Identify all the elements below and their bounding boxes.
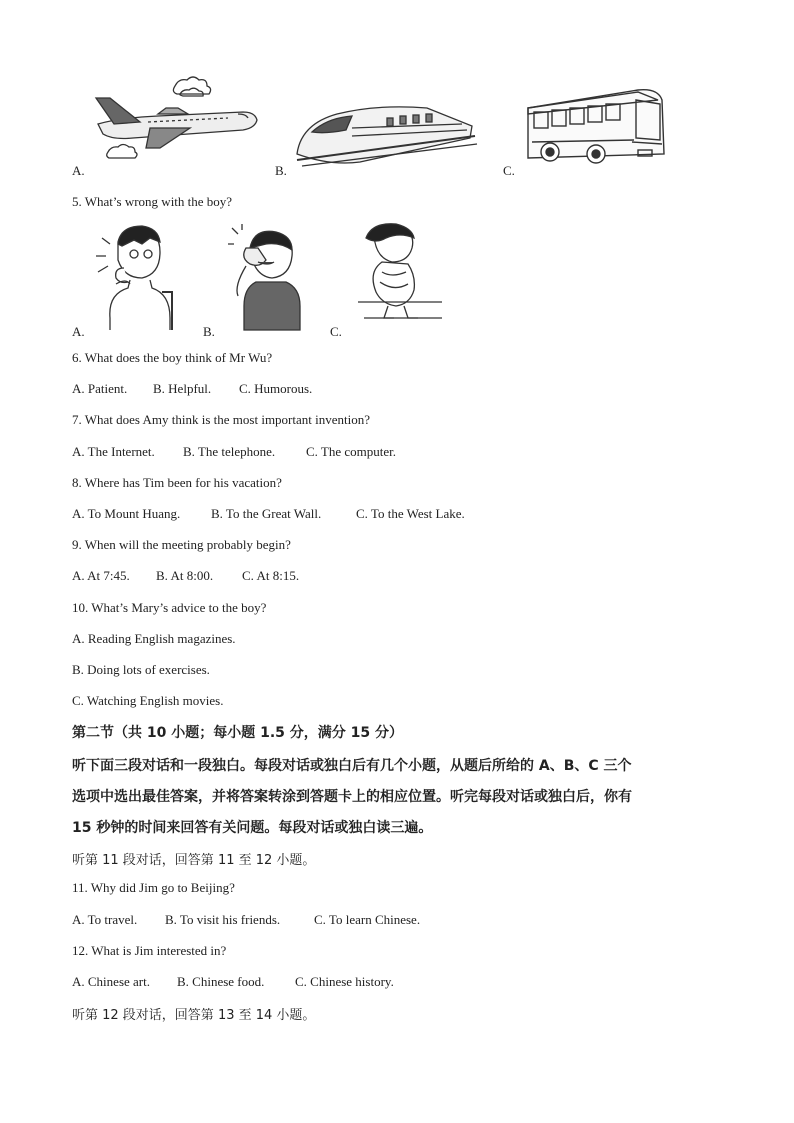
bus-icon <box>524 86 669 172</box>
question-8-options <box>72 506 572 522</box>
option-a: A. Patient. <box>72 381 128 396</box>
airplane-icon <box>88 72 258 172</box>
option-a: A. To Mount Huang. <box>72 506 181 521</box>
question-11-options <box>72 912 572 928</box>
section-2-instructions-line-1: 听下面三段对话和一段独白。每段对话或独白后有几个小题，从题后所给的 A、B、C 三个 <box>72 758 632 774</box>
question-12-options <box>72 974 572 990</box>
option-b: B. Helpful. <box>153 381 212 396</box>
question-6: 6. What does the boy think of Mr Wu? <box>72 350 273 365</box>
option-b: B. Chinese food. <box>177 974 265 989</box>
question-5: 5. What’s wrong with the boy? <box>72 194 233 209</box>
question-10-option-a: A. Reading English magazines. <box>72 631 236 646</box>
section-2-instructions-line-3: 15 秒钟的时间来回答有关问题。每段对话或独白读三遍。 <box>72 820 433 836</box>
option-c: C. To the West Lake. <box>356 506 465 521</box>
option-c: C. Humorous. <box>239 381 313 396</box>
question-6-options <box>72 381 572 397</box>
option-a: A. Chinese art. <box>72 974 150 989</box>
option-a: A. At 7:45. <box>72 568 130 583</box>
option-b: B. To visit his friends. <box>165 912 281 927</box>
question-8: 8. Where has Tim been for his vacation? <box>72 475 282 490</box>
dialog-12-heading: 听第 12 段对话，回答第 13 至 14 小题。 <box>72 1008 316 1023</box>
option-b: B. To the Great Wall. <box>211 506 322 521</box>
question-10-option-b: B. Doing lots of exercises. <box>72 662 210 677</box>
high-speed-train-icon <box>292 104 477 172</box>
question-10: 10. What’s Mary’s advice to the boy? <box>72 600 267 615</box>
option-c: C. To learn Chinese. <box>314 912 421 927</box>
question-9-options <box>72 568 572 584</box>
option-label-c: C. <box>330 324 342 339</box>
stomachache-boy-icon <box>352 222 448 326</box>
option-a: A. The Internet. <box>72 444 155 459</box>
headache-boy-icon <box>228 226 308 330</box>
section-2-instructions-line-2: 选项中选出最佳答案，并将答案转涂到答题卡上的相应位置。听完每段对话或独白后，你有 <box>72 789 632 805</box>
question-12: 12. What is Jim interested in? <box>72 943 227 958</box>
question-11: 11. Why did Jim go to Beijing? <box>72 880 235 895</box>
option-c: C. The computer. <box>306 444 397 459</box>
dialog-11-heading: 听第 11 段对话，回答第 11 至 12 小题。 <box>72 853 316 868</box>
option-label-b: B. <box>203 324 215 339</box>
question-7: 7. What does Amy think is the most important invention? <box>72 412 371 427</box>
option-label-c: C. <box>503 163 515 178</box>
option-label-a: A. <box>72 163 85 178</box>
question-9: 9. When will the meeting probably begin? <box>72 537 291 552</box>
section-2-title: 第二节（共 10 小题；每小题 1.5 分，满分 15 分） <box>72 725 404 741</box>
question-10-option-c: C. Watching English movies. <box>72 693 224 708</box>
question-7-options <box>72 444 572 460</box>
toothache-boy-icon <box>90 222 182 332</box>
option-label-b: B. <box>275 163 287 178</box>
option-c: C. At 8:15. <box>242 568 300 583</box>
option-label-a: A. <box>72 324 85 339</box>
option-a: A. To travel. <box>72 912 138 927</box>
option-c: C. Chinese history. <box>295 974 394 989</box>
option-b: B. The telephone. <box>183 444 276 459</box>
option-b: B. At 8:00. <box>156 568 214 583</box>
